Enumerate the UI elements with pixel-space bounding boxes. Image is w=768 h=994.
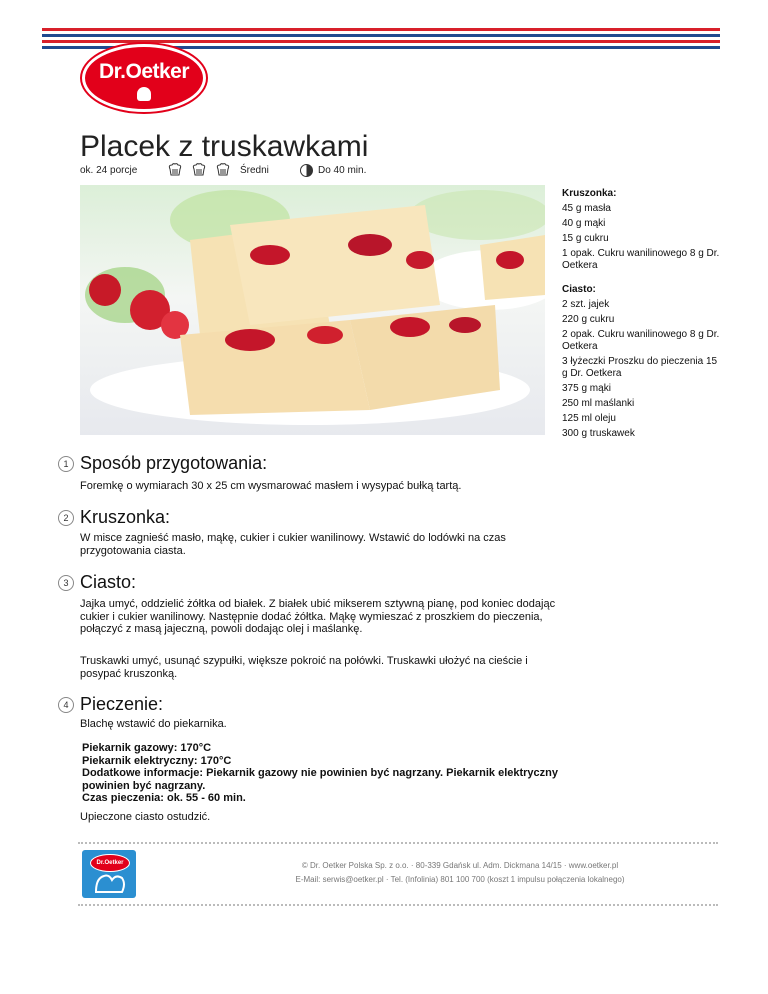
- ingredient-item: 45 g masła: [562, 203, 611, 214]
- ingredient-group-heading: Kruszonka:: [562, 188, 617, 199]
- brand-logo: [82, 44, 206, 112]
- baking-info-line: Dodatkowe informacje: Piekarnik gazowy nie powinien być nagrzany. Piekarnik elektryczny powinien być nagrzany.: [82, 767, 559, 792]
- chef-hat-icon: [216, 163, 230, 176]
- ingredient-group-heading: Ciasto:: [562, 284, 596, 295]
- step-text: Foremkę o wymiarach 30 x 25 cm wysmarować masłem i wysypać bułką tartą.: [80, 480, 462, 492]
- ingredient-item: 1 opak. Cukru wanilinowego 8 g Dr. Oetkera: [562, 248, 720, 271]
- brand-logo-text: Dr.Oetker: [98, 60, 190, 83]
- ingredient-item: 40 g mąki: [562, 218, 606, 229]
- ingredient-item: 2 szt. jajek: [562, 299, 610, 310]
- ingredient-item: 3 łyżeczki Proszku do pieczenia 15 g Dr. Oetkera: [562, 356, 718, 379]
- footer-contact-line: E-Mail: serwis@oetker.pl · Tel. (Infolinia) 801 100 700 (koszt 1 impulsu połączenia lokalnego): [295, 875, 625, 884]
- step-number: 3: [58, 575, 74, 591]
- step-text: Jajka umyć, oddzielić żółtka od białek. Z białek ubić mikserem sztywną pianę, pod koniec dodając cukier i cukier wanilinowy. Następnie dodać żółtka. Mąkę wymieszać z proszkiem do pieczenia, połączyć z masą jajeczną, powoli dodając olej i maślankę.: [80, 598, 556, 635]
- baking-info-line: Czas pieczenia: ok. 55 - 60 min.: [82, 792, 246, 804]
- step-title: Ciasto:: [80, 572, 137, 592]
- chef-hat-icon: [192, 163, 206, 176]
- ingredient-item: 125 ml oleju: [562, 413, 616, 424]
- step-text: Blachę wstawić do piekarnika.: [80, 718, 227, 730]
- step-text: W misce zagnieść masło, mąkę, cukier i cukier wanilinowy. Wstawić do lodówki na czas przygotowania ciasta.: [80, 532, 506, 557]
- footer-divider: [78, 904, 718, 906]
- step-title: Pieczenie:: [80, 694, 164, 714]
- ingredient-item: 15 g cukru: [562, 233, 609, 244]
- baking-info-line: Piekarnik elektryczny: 170°C: [82, 754, 232, 767]
- baking-info: [82, 742, 562, 805]
- recipe-title: Placek z truskawkami: [80, 130, 369, 163]
- footer-company-line: © Dr. Oetker Polska Sp. z o.o. · 80-339 Gdańsk ul. Adm. Dickmana 14/15 · www.oetker.pl: [301, 861, 619, 870]
- ingredient-item: 375 g mąki: [562, 383, 611, 394]
- step-number: 4: [58, 697, 74, 713]
- step-number: 1: [58, 456, 74, 472]
- ingredient-item: 250 ml maślanki: [562, 398, 635, 409]
- servings: ok. 24 porcje: [80, 165, 138, 176]
- ingredient-group: [562, 284, 722, 440]
- ingredient-item: 300 g truskawek: [562, 428, 635, 439]
- ingredient-item: 2 opak. Cukru wanilinowego 8 g Dr. Oetkera: [562, 329, 720, 352]
- chef-hat-icon: [168, 163, 182, 176]
- footer-logo-text: Dr.Oetker: [90, 854, 130, 872]
- recipe-photo: [80, 185, 545, 435]
- step-closing-text: Upieczone ciasto ostudzić.: [80, 811, 211, 823]
- step-title: Sposób przygotowania:: [80, 453, 268, 473]
- ingredients-panel: [562, 188, 722, 452]
- baking-hands-icon: [82, 850, 136, 898]
- ingredient-item: 220 g cukru: [562, 314, 615, 325]
- prep-time: Do 40 min.: [318, 165, 367, 176]
- footer-divider: [78, 842, 718, 844]
- ingredient-group: [562, 188, 722, 272]
- footer-logo: [82, 850, 136, 898]
- baking-info-line: Piekarnik gazowy: 170°C: [82, 742, 212, 754]
- step-number: 2: [58, 510, 74, 526]
- logo-person-icon: [137, 87, 151, 101]
- step-title: Kruszonka:: [80, 507, 171, 527]
- difficulty: Średni: [240, 165, 269, 176]
- step-text: Truskawki umyć, usunąć szypułki, większe pokroić na połówki. Truskawki ułożyć na cieście i posypać kruszonką.: [80, 655, 528, 680]
- clock-icon: [300, 164, 313, 177]
